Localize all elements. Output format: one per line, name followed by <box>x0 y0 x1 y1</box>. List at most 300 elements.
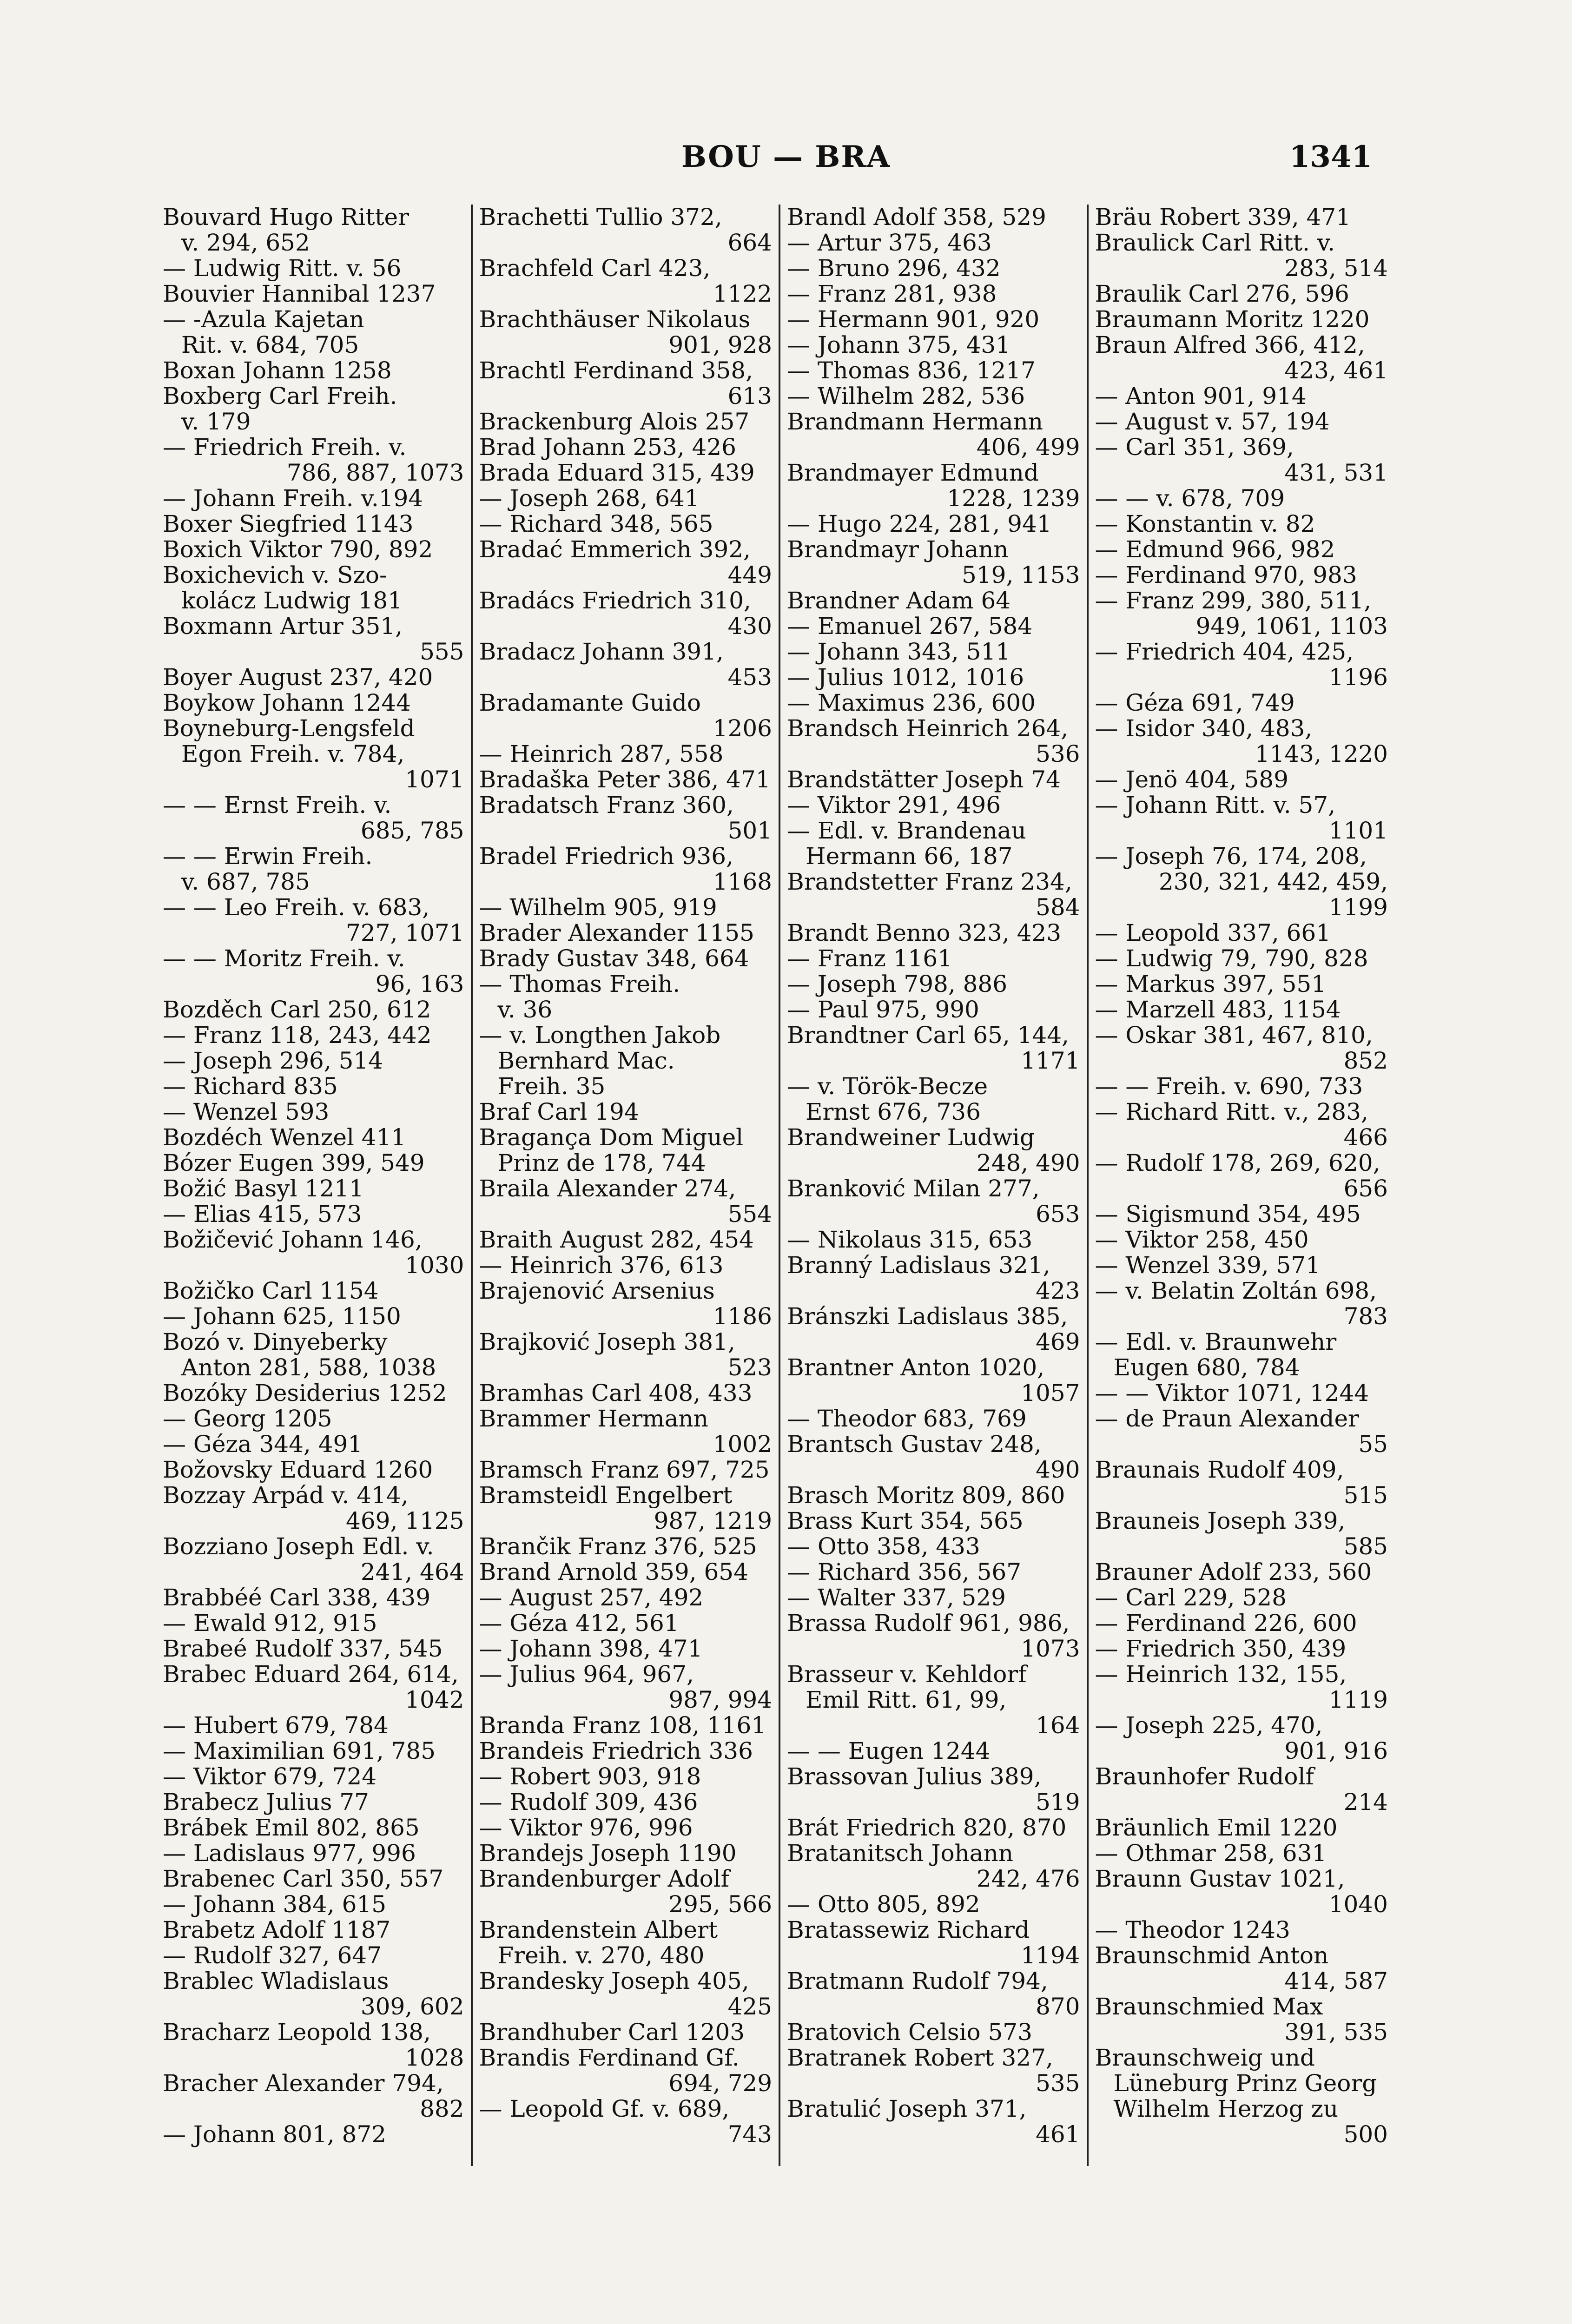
index-entry-line: Boyer August 237, 420 <box>163 665 433 690</box>
index-entry-line: 469, 1125 <box>346 1508 464 1534</box>
index-entry-line: — Heinrich 287, 558 <box>479 741 724 767</box>
index-entry-line: Boxichevich v. Szo- <box>163 562 387 588</box>
index-entry-line: 431, 531 <box>1284 460 1388 486</box>
index-entry-line: Bradatsch Franz 360, <box>479 792 734 818</box>
index-entry-line: 501 <box>727 818 772 844</box>
index-entry-line: 1168 <box>713 869 772 895</box>
index-entry-line: — Hubert 679, 784 <box>163 1713 389 1738</box>
index-entry-line: v. 36 <box>497 997 553 1023</box>
index-entry-line: Brandhuber Carl 1203 <box>479 2020 745 2045</box>
index-entry-line: Braunschmid Anton <box>1095 1943 1329 1968</box>
index-entry-line: — Robert 903, 918 <box>479 1764 701 1789</box>
index-entry-line: — Julius 964, 967, <box>479 1662 694 1687</box>
index-entry-line: — Franz 299, 380, 511, <box>1095 588 1372 614</box>
index-entry-line: Braunais Rudolf 409, <box>1095 1457 1344 1483</box>
index-entry-line: Rit. v. 684, 705 <box>181 332 359 358</box>
index-entry-line: Brabecz Julius 77 <box>163 1789 369 1815</box>
index-entry-line: Brajenović Arsenius <box>479 1278 715 1304</box>
index-entry-line: Emil Ritt. 61, 99, <box>806 1687 1007 1713</box>
index-entry-line: — Georg 1205 <box>163 1406 332 1432</box>
index-entry-line: — Maximilian 691, 785 <box>163 1738 436 1764</box>
index-entry-line: 656 <box>1343 1176 1388 1202</box>
index-entry-line: — Johann 375, 431 <box>787 332 1011 358</box>
index-entry-line: Bragança Dom Miguel <box>479 1125 744 1150</box>
page-header <box>0 139 1572 181</box>
index-entry-line: Braunschmied Max <box>1095 1994 1323 2020</box>
index-entry-line: — Wenzel 593 <box>163 1099 330 1125</box>
index-entry-line: Bouvard Hugo Ritter <box>163 205 410 230</box>
index-entry-line: — Theodor 1243 <box>1095 1917 1290 1943</box>
index-entry-line: 449 <box>727 562 772 588</box>
index-entry-line: 500 <box>1343 2122 1388 2147</box>
index-entry-line: — Géza 691, 749 <box>1095 690 1295 716</box>
index-entry-line: Freih. 35 <box>497 1074 606 1099</box>
index-entry-line: Braf Carl 194 <box>479 1099 639 1125</box>
index-entry-line: 987, 994 <box>668 1687 772 1713</box>
index-entry-line: — Hermann 901, 920 <box>787 307 1040 332</box>
index-entry-line: 461 <box>1036 2122 1080 2147</box>
index-entry-line: Ernst 676, 736 <box>806 1099 981 1125</box>
index-entry-line: 248, 490 <box>976 1150 1080 1176</box>
index-entry-line: — Heinrich 376, 613 <box>479 1253 724 1278</box>
index-entry-line: 613 <box>727 383 772 409</box>
index-entry-line: — Joseph 798, 886 <box>787 971 1008 997</box>
index-entry-line: Braila Alexander 274, <box>479 1176 736 1202</box>
index-entry-line: 664 <box>727 230 772 256</box>
index-entry-line: — Johann 625, 1150 <box>163 1304 401 1329</box>
index-entry-line: — August 257, 492 <box>479 1585 704 1611</box>
index-entry-line: 425 <box>727 1994 772 2020</box>
index-entry-line: — Markus 397, 551 <box>1095 971 1327 997</box>
index-entry-line: — Nikolaus 315, 653 <box>787 1227 1033 1253</box>
index-entry-line: — Viktor 291, 496 <box>787 792 1001 818</box>
index-entry-line: Brandejs Joseph 1190 <box>479 1841 737 1866</box>
index-entry-line: Brauner Adolf 233, 560 <box>1095 1559 1372 1585</box>
index-entry-line: Brandl Adolf 358, 529 <box>787 205 1046 230</box>
index-entry-line: 391, 535 <box>1284 2020 1388 2045</box>
index-entry-line: — de Praun Alexander <box>1095 1406 1359 1432</box>
index-entry-line: Bräunlich Emil 1220 <box>1095 1815 1338 1841</box>
index-entry-line: 453 <box>727 665 772 690</box>
index-entry-line: 535 <box>1036 2071 1080 2096</box>
index-entry-line: — — Freih. v. 690, 733 <box>1095 1074 1363 1099</box>
index-entry-line: — Isidor 340, 483, <box>1095 716 1313 741</box>
index-entry-line: 653 <box>1036 1202 1080 1227</box>
index-entry-line: — Ewald 912, 915 <box>163 1611 377 1636</box>
index-entry-line: Boxan Johann 1258 <box>163 358 392 383</box>
index-entry-line: 783 <box>1343 1304 1388 1329</box>
index-entry-line: — — v. 678, 709 <box>1095 486 1285 511</box>
index-entry-line: — Richard 348, 565 <box>479 511 713 537</box>
index-entry-line: — Otto 358, 433 <box>787 1534 980 1559</box>
index-entry-line: Brabetz Adolf 1187 <box>163 1917 391 1943</box>
index-entry-line: Brabenec Carl 350, 557 <box>163 1866 444 1892</box>
index-entry-line: — Thomas 836, 1217 <box>787 358 1036 383</box>
index-entry-line: 1194 <box>1021 1943 1080 1968</box>
index-entry-line: — Franz 1161 <box>787 946 952 971</box>
index-entry-line: 555 <box>420 639 464 665</box>
index-entry-line: — Friedrich 350, 439 <box>1095 1636 1347 1662</box>
index-entry-line: — Géza 412, 561 <box>479 1611 679 1636</box>
index-entry-line: Brad Johann 253, 426 <box>479 435 736 460</box>
index-entry-line: Brandeis Friedrich 336 <box>479 1738 753 1764</box>
index-entry-line: Boxer Siegfried 1143 <box>163 511 414 537</box>
index-entry-line: — Emanuel 267, 584 <box>787 614 1033 639</box>
index-entry-line: 469 <box>1036 1329 1080 1355</box>
index-entry-line: Brachetti Tullio 372, <box>479 205 722 230</box>
index-entry-line: Božić Basyl 1211 <box>163 1176 364 1202</box>
index-entry-line: — Johann 384, 615 <box>163 1892 387 1917</box>
index-entry-line: — v. Longthen Jakob <box>479 1023 721 1048</box>
index-entry-line: — Anton 901, 914 <box>1095 383 1307 409</box>
index-entry-line: — Edl. v. Brandenau <box>787 818 1026 844</box>
index-entry-line: Božičko Carl 1154 <box>163 1278 379 1304</box>
index-entry-line: Brandesky Joseph 405, <box>479 1968 749 1994</box>
index-column-3 <box>779 205 1087 2166</box>
index-entry-line: — Richard 835 <box>163 1074 338 1099</box>
index-entry-line: Brandsch Heinrich 264, <box>787 716 1069 741</box>
index-entry-line: Bozó v. Dinyeberky <box>163 1329 388 1355</box>
index-entry-line: 241, 464 <box>360 1559 464 1585</box>
index-entry-line: Božičević Johann 146, <box>163 1227 423 1253</box>
index-entry-line: Bozziano Joseph Edl. v. <box>163 1534 434 1559</box>
index-entry-line: — Bruno 296, 432 <box>787 256 1001 281</box>
index-entry-line: Bernhard Mac. <box>497 1048 675 1074</box>
index-entry-line: 554 <box>727 1202 772 1227</box>
index-entry-line: Brandenstein Albert <box>479 1917 718 1943</box>
index-entry-line: 1186 <box>713 1304 772 1329</box>
index-entry-line: — -Azula Kajetan <box>163 307 364 332</box>
index-entry-line: 901, 928 <box>668 332 772 358</box>
index-entry-line: — Joseph 76, 174, 208, <box>1095 844 1367 869</box>
index-entry-line: Brajković Joseph 381, <box>479 1329 735 1355</box>
index-entry-line: Brassa Rudolf 961, 986, <box>787 1611 1070 1636</box>
index-entry-line: 406, 499 <box>976 435 1080 460</box>
index-entry-line: — Oskar 381, 467, 810, <box>1095 1023 1373 1048</box>
index-entry-line: Bránszki Ladislaus 385, <box>787 1304 1068 1329</box>
index-entry-line: — Ferdinand 970, 983 <box>1095 562 1357 588</box>
index-entry-line: — Otto 805, 892 <box>787 1892 980 1917</box>
index-entry-line: 164 <box>1036 1713 1080 1738</box>
index-entry-line: Branný Ladislaus 321, <box>787 1253 1050 1278</box>
index-entry-line: Freih. v. 270, 480 <box>497 1943 705 1968</box>
index-entry-line: Brass Kurt 354, 565 <box>787 1508 1024 1534</box>
index-entry-line: 1119 <box>1328 1687 1388 1713</box>
index-entry-line: Brand Arnold 359, 654 <box>479 1559 748 1585</box>
index-entry-line: 727, 1071 <box>346 920 464 946</box>
index-entry-line: Bracher Alexander 794, <box>163 2071 444 2096</box>
index-entry-line: 1122 <box>713 281 772 307</box>
index-entry-line: Brandtner Carl 65, 144, <box>787 1023 1069 1048</box>
index-entry-line: — Joseph 225, 470, <box>1095 1713 1323 1738</box>
index-entry-line: — Rudolf 327, 647 <box>163 1943 382 1968</box>
index-entry-line: 1073 <box>1021 1636 1080 1662</box>
index-entry-line: — Johann 343, 511 <box>787 639 1011 665</box>
index-entry-line: — Carl 351, 369, <box>1095 435 1294 460</box>
index-columns <box>163 205 1394 2166</box>
index-entry-line: — Friedrich 404, 425, <box>1095 639 1354 665</box>
index-entry-line: — Jenö 404, 589 <box>1095 767 1288 792</box>
index-entry-line: — Joseph 296, 514 <box>163 1048 383 1074</box>
index-entry-line: Braumann Moritz 1220 <box>1095 307 1370 332</box>
index-entry-line: — Leopold 337, 661 <box>1095 920 1331 946</box>
index-entry-line: 96, 163 <box>375 971 464 997</box>
index-entry-line: Bózer Eugen 399, 549 <box>163 1150 425 1176</box>
index-entry-line: 523 <box>727 1355 772 1380</box>
index-entry-line: Braunn Gustav 1021, <box>1095 1866 1345 1892</box>
index-entry-line: Brachfeld Carl 423, <box>479 256 711 281</box>
index-entry-line: Bradel Friedrich 936, <box>479 844 733 869</box>
index-entry-line: 536 <box>1036 741 1080 767</box>
index-entry-line: 230, 321, 442, 459, <box>1159 869 1388 895</box>
index-entry-line: Brabec Eduard 264, 614, <box>163 1662 459 1687</box>
index-entry-line: 585 <box>1343 1534 1388 1559</box>
index-entry-line: — Wilhelm 282, 536 <box>787 383 1025 409</box>
index-entry-line: Bradács Friedrich 310, <box>479 588 751 614</box>
index-entry-line: Bratulić Joseph 371, <box>787 2096 1027 2122</box>
index-entry-line: — Viktor 258, 450 <box>1095 1227 1309 1253</box>
index-entry-line: — Viktor 679, 724 <box>163 1764 377 1789</box>
index-entry-line: 1040 <box>1328 1892 1388 1917</box>
index-entry-line: — Artur 375, 463 <box>787 230 992 256</box>
index-entry-line: 515 <box>1343 1483 1388 1508</box>
index-entry-line: Bracharz Leopold 138, <box>163 2020 431 2045</box>
index-entry-line: — Géza 344, 491 <box>163 1432 363 1457</box>
index-entry-line: 1171 <box>1021 1048 1080 1074</box>
index-entry-line: — Viktor 976, 996 <box>479 1815 693 1841</box>
index-entry-line: Braulick Carl Ritt. v. <box>1095 230 1335 256</box>
index-entry-line: — Leopold Gf. v. 689, <box>479 2096 730 2122</box>
index-entry-line: 1101 <box>1328 818 1388 844</box>
index-entry-line: 1228, 1239 <box>947 486 1080 511</box>
index-entry-line: — Ludwig Ritt. v. 56 <box>163 256 402 281</box>
index-entry-line: 852 <box>1343 1048 1388 1074</box>
index-entry-line: — — Ernst Freih. v. <box>163 792 392 818</box>
index-column-1 <box>163 205 471 2166</box>
index-entry-line: Bramsteidl Engelbert <box>479 1483 733 1508</box>
index-entry-line: Brassovan Julius 389, <box>787 1764 1042 1789</box>
index-entry-line: — v. Belatin Zoltán 698, <box>1095 1278 1377 1304</box>
index-entry-line: 1057 <box>1021 1380 1080 1406</box>
index-entry-line: Bräu Robert 339, 471 <box>1095 205 1351 230</box>
index-entry-line: — Wenzel 339, 571 <box>1095 1253 1321 1278</box>
index-entry-line: 1002 <box>713 1432 772 1457</box>
index-entry-line: — Johann 801, 872 <box>163 2122 387 2147</box>
index-entry-line: Brandstätter Joseph 74 <box>787 767 1061 792</box>
index-entry-line: Braulik Carl 276, 596 <box>1095 281 1349 307</box>
index-entry-line: Bozóky Desiderius 1252 <box>163 1380 447 1406</box>
index-entry-line: Boxberg Carl Freih. <box>163 383 397 409</box>
index-entry-line: — v. Török-Becze <box>787 1074 988 1099</box>
index-entry-line: — Johann Ritt. v. 57, <box>1095 792 1336 818</box>
index-entry-line: — Richard Ritt. v., 283, <box>1095 1099 1368 1125</box>
index-entry-line: 1206 <box>713 716 772 741</box>
index-entry-line: — Edl. v. Braunwehr <box>1095 1329 1337 1355</box>
index-entry-line: Braith August 282, 454 <box>479 1227 754 1253</box>
index-entry-line: 423 <box>1036 1278 1080 1304</box>
index-entry-line: Bratranek Robert 327, <box>787 2045 1053 2071</box>
index-entry-line: 1196 <box>1328 665 1388 690</box>
index-entry-line: 519, 1153 <box>962 562 1080 588</box>
index-entry-line: Bozděch Carl 250, 612 <box>163 997 431 1023</box>
index-entry-line: Brabbéé Carl 338, 439 <box>163 1585 431 1611</box>
index-entry-line: — Marzell 483, 1154 <box>1095 997 1341 1023</box>
index-entry-line: Branda Franz 108, 1161 <box>479 1713 766 1738</box>
index-entry-line: 1042 <box>405 1687 464 1713</box>
index-entry-line: — Hugo 224, 281, 941 <box>787 511 1052 537</box>
index-entry-line: Brasch Moritz 809, 860 <box>787 1483 1065 1508</box>
index-entry-line: 423, 461 <box>1284 358 1388 383</box>
index-entry-line: — Friedrich Freih. v. <box>163 435 407 460</box>
index-entry-line: Bratanitsch Johann <box>787 1841 1013 1866</box>
index-entry-line: Bratassewiz Richard <box>787 1917 1030 1943</box>
index-entry-line: 1030 <box>405 1253 464 1278</box>
index-entry-line: Braunhofer Rudolf <box>1095 1764 1314 1789</box>
index-column-2 <box>471 205 779 2166</box>
index-entry-line: 309, 602 <box>360 1994 464 2020</box>
index-entry-line: Brandenburger Adolf <box>479 1866 730 1892</box>
index-entry-line: Boxmann Artur 351, <box>163 614 403 639</box>
index-entry-line: — — Leo Freih. v. 683, <box>163 895 430 920</box>
index-entry-line: 786, 887, 1073 <box>286 460 464 486</box>
index-entry-line: Bradaška Peter 386, 471 <box>479 767 771 792</box>
index-entry-line: Braun Alfred 366, 412, <box>1095 332 1365 358</box>
index-entry-line: Wilhelm Herzog zu <box>1113 2096 1339 2122</box>
index-entry-line: — Thomas Freih. <box>479 971 680 997</box>
index-column-4 <box>1087 205 1395 2166</box>
index-entry-line: Brablec Wladislaus <box>163 1968 389 1994</box>
index-entry-line: 694, 729 <box>668 2071 772 2096</box>
index-entry-line: Bratovich Celsio 573 <box>787 2020 1032 2045</box>
index-entry-line: 490 <box>1036 1457 1080 1483</box>
index-entry-line: — Elias 415, 573 <box>163 1202 362 1227</box>
index-entry-line: Bozzay Arpád v. 414, <box>163 1483 409 1508</box>
index-entry-line: — Ferdinand 226, 600 <box>1095 1611 1357 1636</box>
index-entry-line: — Sigismund 354, 495 <box>1095 1202 1361 1227</box>
index-entry-line: — — Moritz Freih. v. <box>163 946 405 971</box>
index-entry-line: — Heinrich 132, 155, <box>1095 1662 1347 1687</box>
index-entry-line: — Maximus 236, 600 <box>787 690 1036 716</box>
index-entry-line: v. 687, 785 <box>181 869 310 895</box>
index-entry-line: Brasseur v. Kehldorf <box>787 1662 1027 1687</box>
index-entry-line: — Johann 398, 471 <box>479 1636 703 1662</box>
index-entry-line: Brauneis Joseph 339, <box>1095 1508 1346 1534</box>
index-entry-line: — Ludwig 79, 790, 828 <box>1095 946 1368 971</box>
index-entry-line: Bramhas Carl 408, 433 <box>479 1380 753 1406</box>
index-entry-line: — Wilhelm 905, 919 <box>479 895 717 920</box>
index-entry-line: 685, 785 <box>360 818 464 844</box>
index-entry-line: 1199 <box>1328 895 1388 920</box>
index-entry-line: 743 <box>727 2122 772 2147</box>
index-entry-line: Brada Eduard 315, 439 <box>479 460 755 486</box>
index-entry-line: 242, 476 <box>976 1866 1080 1892</box>
index-entry-line: — Paul 975, 990 <box>787 997 979 1023</box>
index-entry-line: — Walter 337, 529 <box>787 1585 1006 1611</box>
index-entry-line: — — Viktor 1071, 1244 <box>1095 1380 1369 1406</box>
index-entry-line: v. 294, 652 <box>181 230 310 256</box>
index-entry-line: — Konstantin v. 82 <box>1095 511 1315 537</box>
index-entry-line: 584 <box>1036 895 1080 920</box>
index-entry-line: 949, 1061, 1103 <box>1196 614 1388 639</box>
index-entry-line: Eugen 680, 784 <box>1113 1355 1300 1380</box>
index-entry-line: — Carl 229, 528 <box>1095 1585 1287 1611</box>
index-entry-line: Božovsky Eduard 1260 <box>163 1457 433 1483</box>
index-entry-line: Brantner Anton 1020, <box>787 1355 1045 1380</box>
index-entry-line: Brandner Adam 64 <box>787 588 1011 614</box>
index-entry-line: Brábek Emil 802, 865 <box>163 1815 420 1841</box>
index-entry-line: Bradamante Guido <box>479 690 701 716</box>
index-entry-line: 466 <box>1343 1125 1388 1150</box>
index-entry-line: 1143, 1220 <box>1255 741 1388 767</box>
index-entry-line: 987, 1219 <box>654 1508 772 1534</box>
index-entry-line: 1071 <box>405 767 464 792</box>
index-entry-line: Brandstetter Franz 234, <box>787 869 1072 895</box>
index-entry-line: v. 179 <box>181 409 251 435</box>
index-entry-line: — Rudolf 309, 436 <box>479 1789 698 1815</box>
index-entry-line: — Edmund 966, 982 <box>1095 537 1335 562</box>
index-entry-line: Brader Alexander 1155 <box>479 920 754 946</box>
index-entry-line: — — Erwin Freih. <box>163 844 373 869</box>
index-entry-line: Brackenburg Alois 257 <box>479 409 750 435</box>
index-entry-line: 1028 <box>405 2045 464 2071</box>
index-entry-line: Brabeé Rudolf 337, 545 <box>163 1636 443 1662</box>
index-entry-line: Bozdéch Wenzel 411 <box>163 1125 406 1150</box>
index-entry-line: 414, 587 <box>1284 1968 1388 1994</box>
index-entry-line: Brandmayer Edmund <box>787 460 1039 486</box>
index-entry-line: Brandmayr Johann <box>787 537 1009 562</box>
page-number: 1341 <box>1289 139 1372 174</box>
index-entry-line: Brantsch Gustav 248, <box>787 1432 1042 1457</box>
index-entry-line: Brandt Benno 323, 423 <box>787 920 1062 946</box>
index-entry-line: — Franz 281, 938 <box>787 281 997 307</box>
index-entry-line: Boyneburg-Lengsfeld <box>163 716 415 741</box>
index-entry-line: 214 <box>1343 1789 1388 1815</box>
index-entry-line: — Theodor 683, 769 <box>787 1406 1027 1432</box>
index-entry-line: 882 <box>420 2096 464 2122</box>
index-entry-line: 901, 916 <box>1284 1738 1388 1764</box>
index-entry-line: — Julius 1012, 1016 <box>787 665 1024 690</box>
index-entry-line: Brančik Franz 376, 525 <box>479 1534 757 1559</box>
index-entry-line: Brammer Hermann <box>479 1406 708 1432</box>
index-entry-line: Boxich Viktor 790, 892 <box>163 537 433 562</box>
index-entry-line: Brachthäuser Nikolaus <box>479 307 751 332</box>
index-entry-line: Bradać Emmerich 392, <box>479 537 751 562</box>
index-entry-line: Prinz de 178, 744 <box>497 1150 706 1176</box>
index-entry-line: Bouvier Hannibal 1237 <box>163 281 436 307</box>
index-entry-line: Egon Freih. v. 784, <box>181 741 405 767</box>
index-entry-line: — Rudolf 178, 269, 620, <box>1095 1150 1380 1176</box>
index-entry-line: kolácz Ludwig 181 <box>181 588 403 614</box>
index-entry-line: — Ladislaus 977, 996 <box>163 1841 416 1866</box>
index-entry-line: Brát Friedrich 820, 870 <box>787 1815 1067 1841</box>
index-entry-line: Bratmann Rudolf 794, <box>787 1968 1048 1994</box>
index-entry-line: — Johann Freih. v.194 <box>163 486 423 511</box>
index-entry-line: 55 <box>1358 1432 1388 1457</box>
index-entry-line: 870 <box>1036 1994 1080 2020</box>
index-entry-line: Hermann 66, 187 <box>806 844 1013 869</box>
index-entry-line: Brandweiner Ludwig <box>787 1125 1035 1150</box>
index-entry-line: 430 <box>727 614 772 639</box>
index-entry-line: Branković Milan 277, <box>787 1176 1040 1202</box>
index-entry-line: Lüneburg Prinz Georg <box>1113 2071 1377 2096</box>
index-entry-line: Bramsch Franz 697, 725 <box>479 1457 770 1483</box>
index-entry-line: Anton 281, 588, 1038 <box>181 1355 436 1380</box>
index-entry-line: — Richard 356, 567 <box>787 1559 1022 1585</box>
index-entry-line: Bradacz Johann 391, <box>479 639 724 665</box>
index-entry-line: — August v. 57, 194 <box>1095 409 1330 435</box>
index-entry-line: — Othmar 258, 631 <box>1095 1841 1327 1866</box>
index-entry-line: Brandis Ferdinand Gf. <box>479 2045 740 2071</box>
